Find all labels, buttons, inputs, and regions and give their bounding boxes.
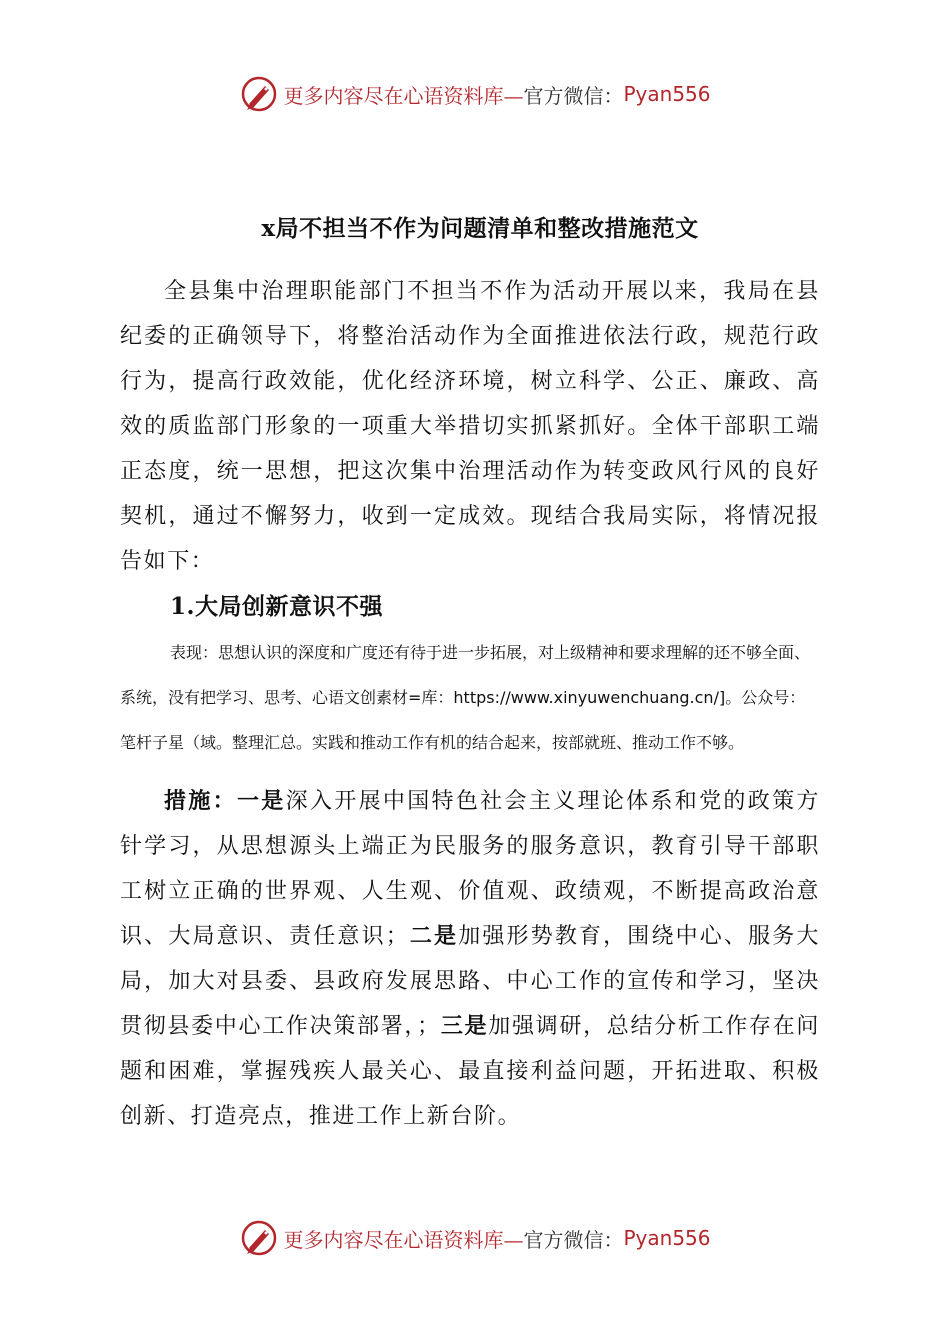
performance-paragraph: 表现：思想认识的深度和广度还有待于进一步拓展，对上级精神和要求理解的还不够全面、系统，没有把学习、思考、心语文创素材=库：https://www.xinyuwenchuang.cn/]。公众号：笔杆子星（域。整理汇总。实践和推动工作有机的结合起来，按部就班、推动工作不够。 — [120, 643, 811, 752]
pen-nib-logo-icon — [239, 1218, 279, 1258]
measure-3-text: 加强调研，总结分析工作存在问题和困难，掌握残疾人最关心、最直接利益问题，开拓进取、积极创新、打造亮点，推进工作上新台阶。 — [120, 1014, 821, 1129]
measure-1-text: 深入开展中国特色社会主义理论体系和党的政策方针学习，从思想源头上端正为民服务的服务意识，教育引导干部职工树立正确的世界观、人生观、价值观、政绩观，不断提高政治意识、大局意识、责任意识； — [120, 789, 820, 949]
banner-wechat-id: Pyan556 — [623, 82, 711, 106]
section-heading: 1.大局创新意识不强 — [170, 593, 384, 620]
measure-1-label: 一是 — [236, 788, 286, 814]
measure-3-label: 三是 — [440, 1013, 489, 1039]
measures-label: 措施： — [164, 788, 237, 814]
footer-watermark-banner — [0, 1216, 950, 1260]
measure-2-text: 加强形势教育，围绕中心、服务大局，加大对县委、县政府发展思路、中心工作的宣传和学习，坚决贯彻县委中心工作决策部署，； — [120, 924, 820, 1039]
pen-nib-logo-icon — [239, 74, 279, 114]
banner-text: 更多内容尽在心语资料库— — [283, 83, 524, 108]
header-watermark-banner — [0, 72, 950, 116]
document-body — [120, 210, 820, 1139]
banner-text: 更多内容尽在心语资料库— — [283, 1227, 524, 1252]
banner-wechat-id: Pyan556 — [623, 1226, 711, 1250]
banner-wechat-label: 官方微信： — [523, 83, 624, 108]
measures-paragraph — [120, 779, 820, 1139]
intro-paragraph: 全县集中治理职能部门不担当不作为活动开展以来，我局在县纪委的正确领导下，将整治活动作为全面推进依法行政，规范行政行为，提高行政效能，优化经济环境，树立科学、公正、廉政、高效的质监部门形象的一项重大举措切实抓紧抓好。全体干部职工端正态度，统一思想，把这次集中治理活动作为转变政风行风的良好契机，通过不懈努力，收到一定成效。现结合我局实际，将情况报告如下： — [120, 279, 820, 574]
document-title: x局不担当不作为问题清单和整改措施范文 — [261, 215, 699, 242]
banner-wechat-label: 官方微信： — [523, 1227, 624, 1252]
measure-2-label: 二是 — [409, 923, 459, 949]
